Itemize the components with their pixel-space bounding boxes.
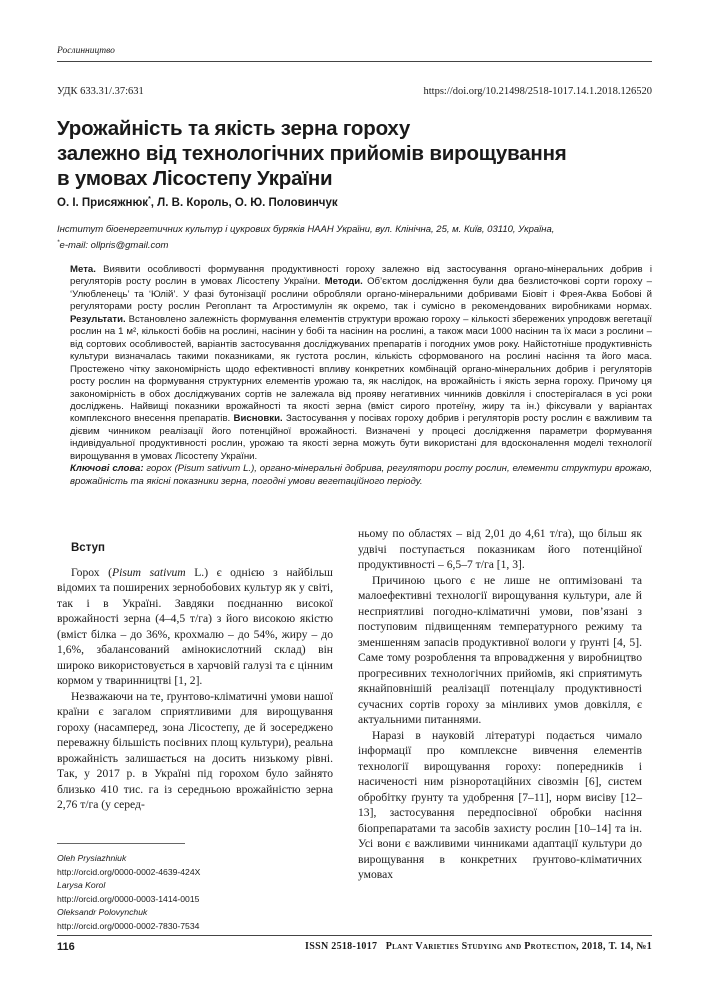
udk-code: УДК 633.31/.37:631 [57,86,144,97]
results-text: Встановлено залежність формування елементів структури врожаю гороху – кількості збережених упродовж вегетації рослин на 1 м², кількості бобів на рослині, насінин у бобі та насінин на рослині, а також маси 1000 насінин та їх маси з рослини – від сортових особливостей, варіантів застосування досліджуваних препаратів і погодних умов року. Найістотніше продуктивність культури визначалась такими показниками, як густота рослин, кількість сформованого на рослині насіння та його маса. Простежено чітку закономірність щодо ефективності впливу конкретних комбінацій органо-мінеральних добрив і регуляторів росту рослин на формування структурних елементів урожаю та, як наслідок, на врожайність і якість зерна гороху. Причому ця закономірність в обох досліджуваних сортів не залежала від прояву негативних чинників довкілля і спостерігалася в усі роки досліджень. Найвищі показники врожайності та якості зерна (вміст сирого протеїну, жиру та ін.) фіксували у варіантах комплексного внесення препаратів. [70,313,652,425]
methods-label: Методи. [324,276,363,288]
title-line: в умовах Лісостепу України [57,167,333,190]
footnote-rule [57,843,185,844]
journal-name: Plant Varieties Studying and Protection [385,941,577,952]
doi-link[interactable]: https://doi.org/10.21498/2518-1017.14.1.2018.126520 [423,86,652,97]
paragraph [57,565,333,689]
article-title [57,116,657,191]
issn: ISSN 2518-1017 [305,941,378,952]
keywords-label: Ключові слова: [70,463,144,475]
text-run: Горох ( [71,565,113,579]
results-label: Результати. [70,313,126,325]
left-column [57,541,333,813]
page-number: 116 [57,941,75,953]
corresponding-mark: * [148,196,151,203]
paragraph: Наразі в науковій літературі подається чимало інформації про комплексне вивчення елементів технології вирощування гороху: попередників і насиченості ним різноротаційних сівозмін [6], систем обробітку ґрунту та удобрення [7–11], норм висіву [12–13], застосування передпосівної обробки насіння біопрепаратами та засобів захисту рослин [10–14] та ін. Усі вони є важливими чинниками адаптації культури до вирощування в конкретних ґрунтово-кліматичних умовах [358,728,642,881]
orcid-link[interactable]: http://orcid.org/0000-0002-4639-424X [57,866,201,877]
aim-label: Мета. [70,264,96,275]
abstract-body [70,264,652,463]
header-rule [57,61,652,62]
footer-rule [57,935,652,936]
email-mark: * [57,239,60,246]
section-label: Рослинництво [57,46,115,56]
paragraph: Незважаючи на те, ґрунтово-кліматичні умови нашої країни є загалом сприятливими для вирощування гороху (насамперед, зона Лісостепу, де й зосереджено переважну більшість посівних площ культури), реальна врожайність залишається на досить низькому рівні. Так, у 2017 р. в Україні під горохом було зайнято близько 410 тис. га із середньою врожайністю зерна 2,76 т/га (у серед- [57,689,333,811]
abstract [70,264,652,488]
footnote-name: Oleh Prysiazhniuk [57,853,127,863]
section-heading-intro: Вступ [71,542,105,554]
conclusions-text: Застосування у посівах гороху добрив і регуляторів росту рослин є важливим та дієвим чинником реалізації його потенційної врожайності. Визначені у процесі дослідження параметри формування індивідуальної продуктивності рослин, урожаю та якості зерна можуть бути використані для вдосконалення моделі технології вирощування в умовах Лісостепу України. [70,413,652,462]
paragraph: ньому по областях – від 2,01 до 4,61 т/га), що більш як удвічі поступається показникам його потенційної продуктивності – 6,5–7 т/га [1, 3]. [358,527,642,571]
email[interactable]: e-mail: ollpris@gmail.com [59,240,169,252]
paragraph: Причиною цього є не лише не оптимізовані та малоефективні технології вирощування культури, але й несприятливі погодно-кліматичні умови, пов’язані з поступовим підвищенням температурного режиму та зменшенням запасів продуктивної вологи у ґрунті [4, 5]. Саме тому розроблення та впровадження у виробництво прогресивних технологічних прийомів, які сприятимуть якнайповнішій реалізації потенціалу продуктивності сучасних сортів гороху за мінливих умов довкілля, є актуальними питаннями. [358,573,642,726]
latin-name: Pisum sativum [112,565,186,579]
text-run: L.) є однією з найбільш відомих та поширених зернобобових культур як у світі, так і в Україні. Завдяки поєднанню високої врожайності зерна (4–4,5 т/га) з його високою якістю (вміст білка – до 36%, крохмалю – до 54%, жиру – до 1,6%, збалансований амінокислотний склад) він широко використовується в харчовій галузі та є цінним кормом у тваринництві [1, 2]. [57,565,333,687]
affiliation [57,223,652,252]
institute: Інститут біоенергетичних культур і цукрових буряків НААН України, вул. Клінічна, 25, м. Київ, 03110, Україна, [57,224,555,235]
footnote-name: Larysa Korol [57,880,106,891]
orcid-link[interactable]: http://orcid.org/0000-0002-7830-7534 [57,920,200,931]
right-column [358,526,642,883]
title-line: залежно від технологічних прийомів вирощування [57,142,567,165]
email-line [57,236,652,252]
author-others: , Л. В. Король, О. Ю. Половинчук [150,196,338,209]
issue-info: , 2018, Т. 14, №1 [576,941,652,952]
methods-text: Об’єктом дослідження були два безлисточкові сорти гороху – ‘Улюбленець’ та ‘Юлій’. У фазі бутонізації рослини обробляли органо-мінеральними добривами Біовіт і Фрея-Аква Бобові й регуляторами росту рослин Регоплант та Агростимулін як окремо, так і сумісно в рекомендованих виробниками нормах. [70,276,652,313]
author-primary: О. І. Присяжнюк [57,196,149,209]
authors [57,196,338,209]
orcid-footnotes [57,852,200,934]
orcid-link[interactable]: http://orcid.org/0000-0003-1414-0015 [57,893,200,904]
journal-footer [305,941,652,952]
conclusions-label: Висновки. [233,413,283,425]
title-line: Урожайність та якість зерна гороху [57,117,411,140]
footnote-name: Oleksandr Polovynchuk [57,907,148,918]
keywords [70,463,652,488]
keywords-text: горох (Pisum sativum L.), органо-мінеральні добрива, регулятори росту рослин, елементи структури врожаю, врожайність та якісні показники зерна, погодні умови вегетаційного періоду. [70,463,652,487]
aim-text: Виявити особливості формування продуктивності гороху залежно від застосування органо-мінеральних добрив і регуляторів росту рослин в умовах Лісостепу України. [70,264,652,288]
